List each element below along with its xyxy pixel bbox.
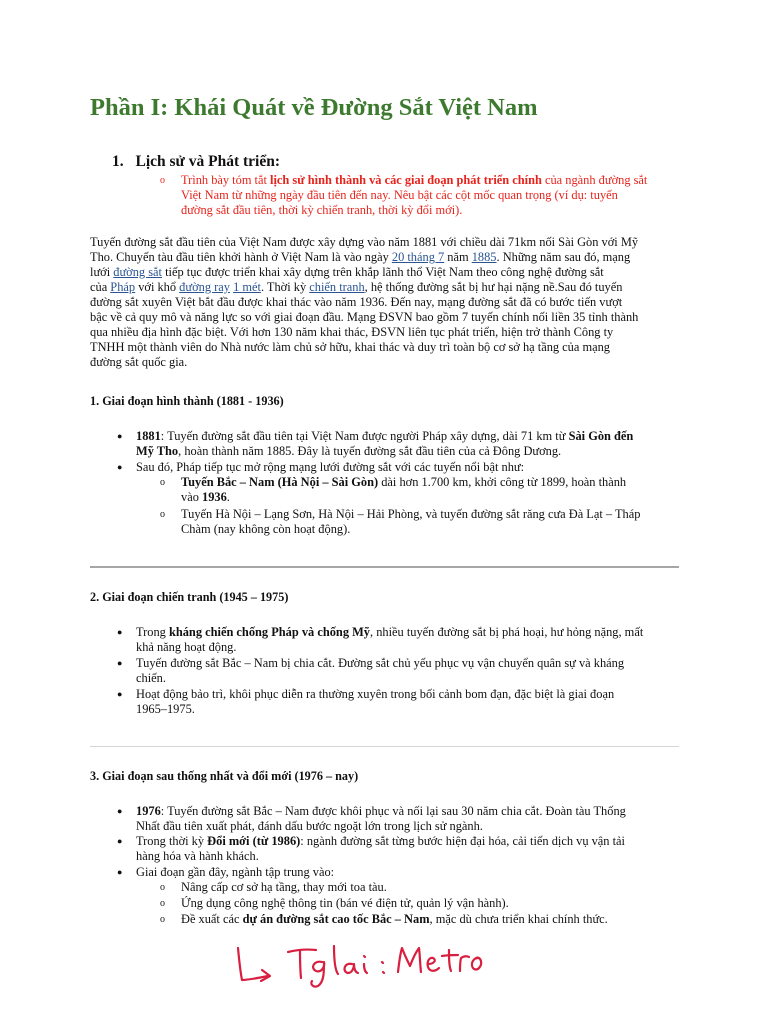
bullet-text: Trong thời kỳ [136,834,208,848]
hollow-bullet-icon: o [160,914,165,925]
intro-line-5: đường sắt xuyên Việt bắt đầu được khai thác vào năm 1936. Đến nay, mạng đường sắt đã có bước tiến vượt [90,295,623,309]
bullet-icon: ● [117,836,123,846]
period-3-bullet-2-line-2: hàng hóa và hành khách. [136,849,259,863]
year-bold: 1976 [136,804,161,818]
bullet-bold: Sài Gòn đến [568,429,634,443]
section-number: 1. [112,153,124,170]
intro-line-6: bậc về cả quy mô và năng lực so với giai đoạn đầu. Mạng ĐSVN bao gồm 7 tuyến chính nối liền 35 tỉnh thành [90,310,639,324]
intro-text: , hệ thống đường sắt bị hư hại nặng nề.Sau đó tuyến [364,280,623,294]
period-1-heading: 1. Giai đoạn hình thành (1881 - 1936) [90,394,284,408]
period-2-heading: 2. Giai đoạn chiến tranh (1945 – 1975) [90,590,289,604]
bullet-text: . [226,490,230,504]
link-1885[interactable]: 1885 [471,250,497,264]
link-phap[interactable]: Pháp [110,280,136,294]
bullet-text: Đề xuất các [181,912,243,926]
period-1-sub-1-line-1 [181,475,626,490]
year-bold: 1881 [136,429,161,443]
bullet-icon: ● [117,806,123,816]
link-chien-tranh[interactable]: chiến tranh [309,280,365,294]
intro-text: tiếp tục được triển khai xây dựng trên khắp lãnh thổ Việt Nam theo công nghệ đường sắt [161,265,604,279]
page-title: Phần I: Khái Quát về Đường Sắt Việt Nam [90,94,538,121]
handwritten-note [230,940,490,990]
link-20-thang-7[interactable]: 20 tháng 7 [391,250,445,264]
section-heading-text: Lịch sử và Phát triển: [135,153,280,170]
period-3-bullet-2-line-1 [136,834,625,849]
bullet-bold: dự án đường sắt cao tốc Bắc – Nam [242,912,430,926]
period-3-sub-1: Nâng cấp cơ sở hạ tầng, thay mới toa tàu. [181,880,387,894]
intro-text: Tho. Chuyến tàu đầu tiên khởi hành ở Việt Nam là vào ngày [90,250,392,264]
bullet-text: vào [181,490,202,504]
intro-line-8: TNHH một thành viên do Nhà nước làm chủ sở hữu, khai thác và duy trì toàn bộ cơ sở hạ tầng của mạng [90,340,611,354]
link-duong-ray[interactable]: đường ray [179,280,230,294]
bullet-text: : ngành đường sắt từng bước hiện đại hóa, cải tiến dịch vụ vận tải [300,834,625,848]
bullet-icon: ● [117,431,123,441]
bullet-text: dài hơn 1.700 km, khởi công từ 1899, hoàn thành [378,475,627,489]
period-1-sub-2-line-1: Tuyến Hà Nội – Lạng Sơn, Hà Nội – Hải Phòng, và tuyến đường sắt răng cưa Đà Lạt – Tháp [181,507,641,521]
section-divider [90,566,679,568]
intro-text: năm [444,250,472,264]
bullet-icon: ● [117,462,123,472]
link-duong-sat[interactable]: đường sắt [113,265,162,279]
bullet-bold: Mỹ Tho [136,444,179,458]
link-1-met[interactable]: 1 mét [233,280,261,294]
instruction-line-3: đường sắt đầu tiên, thời kỳ chiến tranh, thời kỳ đổi mới). [181,203,463,217]
section-divider [90,746,679,747]
period-3-bullet-1-line-1 [136,804,626,819]
period-3-sub-2: Ứng dụng công nghệ thông tin (bán vé điện tử, quản lý vận hành). [181,896,509,910]
intro-line-1: Tuyến đường sắt đầu tiên của Việt Nam được xây dựng vào năm 1881 với chiều dài 71km nối Sài Gòn với Mỹ [90,235,639,249]
bullet-text: : Tuyến đường sắt Bắc – Nam được khôi phục và nối lại sau 30 năm chia cắt. Đoàn tàu Thống [160,804,626,818]
hollow-bullet-icon: o [160,477,165,488]
intro-text: . Những năm sau đó, mạng [496,250,631,264]
period-2-bullet-3-line-1: Hoạt động bảo trì, khôi phục diễn ra thường xuyên trong bối cảnh bom đạn, đặc biệt là giai đoạn [136,687,615,701]
hollow-bullet-icon: o [160,509,165,520]
period-2-bullet-1-line-2: khả năng hoạt động. [136,640,237,654]
section-heading-history [112,153,280,171]
intro-text: với khổ [135,280,180,294]
period-1-bullet-1-line-1 [136,429,633,444]
intro-line-4 [90,280,622,295]
bullet-bold: kháng chiến chống Pháp và chống Mỹ [168,625,370,639]
instruction-bold: lịch sử hình thành và các giai đoạn phát triển chính [270,173,542,187]
hollow-bullet-icon: o [160,882,165,893]
period-2-bullet-2-line-2: chiến. [136,671,166,685]
intro-text: của [90,280,111,294]
bullet-text: Trong [136,625,169,639]
bullet-text: , mặc dù chưa triển khai chính thức. [429,912,608,926]
intro-text: lưới [90,265,114,279]
bullet-bold: 1936 [202,490,227,504]
instruction-line-1 [181,173,647,188]
period-1-sub-1-line-2 [181,490,230,505]
hollow-bullet-icon: o [160,898,165,909]
period-2-bullet-1-line-1 [136,625,643,640]
instruction-text: của ngành đường sắt [541,173,648,187]
bullet-bold: Đổi mới (từ 1986) [207,834,301,848]
period-3-heading: 3. Giai đoạn sau thống nhất và đổi mới (1976 – nay) [90,769,359,783]
period-2-bullet-3-line-2: 1965–1975. [136,702,195,716]
instruction-line-2: Việt Nam từ những ngày đầu tiên đến nay. Nêu bật các cột mốc quan trọng (ví dụ: tuyến [181,188,618,202]
instruction-text: Trình bày tóm tắt [181,173,271,187]
period-3-bullet-3: Giai đoạn gần đây, ngành tập trung vào: [136,865,335,879]
intro-line-9: đường sắt quốc gia. [90,355,188,369]
period-1-bullet-1-line-2 [136,444,561,459]
period-3-sub-3 [181,912,608,927]
intro-line-7: qua nhiều địa hình đặc biệt. Với hơn 130 năm khai thác, ĐSVN liên tục phát triển, hiện trở thành Công ty [90,325,614,339]
intro-text: . Thời kỳ [260,280,310,294]
intro-line-3 [90,265,604,280]
bullet-icon: ● [117,627,123,637]
period-2-bullet-2-line-1: Tuyến đường sắt Bắc – Nam bị chia cắt. Đường sắt chủ yếu phục vụ vận chuyển quân sự và kháng [136,656,625,670]
period-3-bullet-1-line-2: Nhất đầu tiên xuất phát, đánh dấu bước ngoặt lớn trong lịch sử ngành. [136,819,483,833]
intro-line-2 [90,250,630,265]
bullet-icon: ● [117,867,123,877]
bullet-icon: ● [117,689,123,699]
bullet-bold: Tuyến Bắc – Nam (Hà Nội – Sài Gòn) [181,475,379,489]
period-1-sub-2-line-2: Chàm (nay không còn hoạt động). [181,522,351,536]
period-1-bullet-2: Sau đó, Pháp tiếp tục mở rộng mạng lưới đường sắt với các tuyến nổi bật như: [136,460,525,474]
bullet-text: , nhiều tuyến đường sắt bị phá hoại, hư hỏng nặng, mất [370,625,644,639]
bullet-icon: ● [117,658,123,668]
hollow-bullet-icon: o [160,175,165,186]
bullet-text: , hoàn thành năm 1885. Đây là tuyến đường sắt đầu tiên của cả Đông Dương. [178,444,562,458]
bullet-text: : Tuyến đường sắt đầu tiên tại Việt Nam được người Pháp xây dựng, dài 71 km từ [160,429,569,443]
